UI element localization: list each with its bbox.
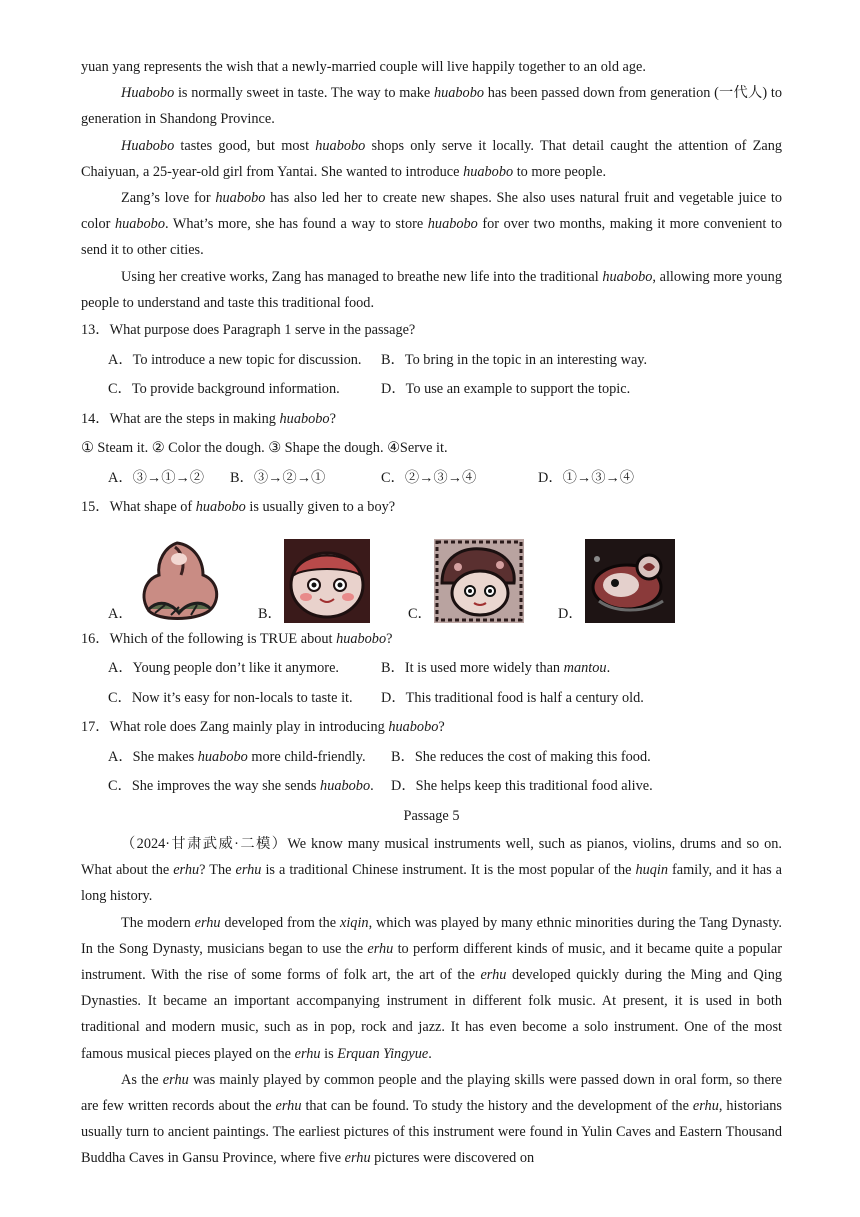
- question-16-options-row1: [81, 654, 782, 684]
- option-b[interactable]: B．To bring in the topic in an interesting way.: [381, 351, 648, 368]
- passage-5-title: Passage 5: [403, 807, 460, 824]
- question-13-options-row2: [81, 375, 782, 405]
- question-15-image-options: [81, 529, 782, 623]
- question-13-options-row1: [81, 346, 782, 376]
- question-14-options: [81, 464, 782, 494]
- paragraph: yuan yang represents the wish that a newly-married couple will live happily together to an old age.: [81, 59, 646, 75]
- document-page: [81, 54, 782, 1172]
- question-17-stem: 17．What role does Zang mainly play in introducing huabobo?: [81, 719, 445, 736]
- fish-flower-huabobo-image: [585, 539, 675, 623]
- option-a[interactable]: [108, 539, 258, 623]
- paragraph: Zang’s love for huabobo has also led her to create new shapes. She also uses natural fruit and vegetable juice to color huabobo. What’s more, she has found a way to store huabobo for over two months, making it more convenient to send it to other cities.: [81, 190, 782, 259]
- option-b[interactable]: [258, 539, 408, 623]
- option-a[interactable]: A．Young people don’t like it anymore.: [108, 660, 339, 677]
- paragraph: Huabobo tastes good, but most huabobo shops only serve it locally. That detail caught the attention of Zang Chaiyuan, a 25-year-old girl from Yantai. She wanted to introduce huabobo to more people.: [81, 137, 782, 180]
- question-16-options-row2: [81, 684, 782, 714]
- question-14-stem: 14．What are the steps in making huabobo?: [81, 410, 336, 427]
- option-b[interactable]: B．She reduces the cost of making this food.: [391, 748, 651, 765]
- option-a[interactable]: A．③→①→②: [108, 469, 205, 486]
- question-17-options-row2: [81, 772, 782, 802]
- option-d[interactable]: D．She helps keep this traditional food alive.: [391, 778, 653, 795]
- paragraph: （2024·甘肃武威·二模）We know many musical instruments well, such as pianos, violins, drums and so on. What about the erhu? The erhu is a traditional Chinese instrument. It is the most popular of the huqin family, and it has a long history.: [81, 836, 783, 905]
- paragraph: The modern erhu developed from the xiqin, which was played by many ethnic minorities during the Tang Dynasty. In the Song Dynasty, musicians began to use the erhu to perform different kinds of music, and it became quite a popular instrument. With the rise of some forms of folk art, the art of the erhu developed quickly during the Ming and Qing Dynasties. It became an important accompanying instrument in different folk music. At present, it is used in both traditional and modern music, such as in pop, rock and jazz. It has even become a solo instrument. One of the most famous musical pieces played on the erhu is Erquan Yingyue.: [81, 914, 782, 1062]
- option-c-label: C．: [408, 605, 432, 622]
- option-c[interactable]: C．Now it’s easy for non-locals to taste it.: [108, 689, 353, 706]
- option-a-label: A．: [108, 605, 133, 622]
- paragraph: Using her creative works, Zang has managed to breathe new life into the traditional huabobo, allowing more young people to understand and taste this traditional food.: [81, 268, 782, 311]
- option-d[interactable]: D．To use an example to support the topic.: [381, 381, 631, 398]
- option-b[interactable]: B．It is used more widely than mantou.: [381, 660, 611, 677]
- option-c[interactable]: C．She improves the way she sends huabobo.: [108, 778, 374, 795]
- peach-shaped-huabobo-image: [135, 539, 225, 623]
- option-c[interactable]: C．To provide background information.: [108, 381, 340, 398]
- doll-face-huabobo-image: [284, 539, 370, 623]
- option-d[interactable]: D．This traditional food is half a century old.: [381, 689, 644, 706]
- hat-doll-huabobo-image: [434, 539, 524, 623]
- option-c[interactable]: [408, 539, 558, 623]
- option-a[interactable]: A．She makes huabobo more child-friendly.: [108, 748, 366, 765]
- option-d[interactable]: D．①→③→④: [538, 469, 635, 486]
- option-a[interactable]: A．To introduce a new topic for discussion.: [108, 351, 362, 368]
- question-13-stem: 13．What purpose does Paragraph 1 serve in the passage?: [81, 322, 416, 339]
- paragraph: As the erhu was mainly played by common people and the playing skills were passed down in oral form, so there are few written records about the erhu that can be found. To study the history and the development of the erhu, historians usually turn to ancient paintings. The earliest pictures of this instrument were found in Yulin Caves and Eastern Thousand Buddha Caves in Gansu Province, where five erhu pictures were discovered on: [81, 1071, 782, 1167]
- option-d-label: D．: [558, 605, 583, 622]
- option-d[interactable]: [558, 539, 708, 623]
- option-c[interactable]: C．②→③→④: [381, 469, 477, 486]
- option-b[interactable]: B．③→②→①: [230, 469, 326, 486]
- question-14-steps: ① Steam it. ② Color the dough. ③ Shape the dough. ④Serve it.: [81, 440, 448, 457]
- question-15-stem: 15．What shape of huabobo is usually given to a boy?: [81, 499, 396, 516]
- question-17-options-row1: [81, 743, 782, 773]
- paragraph: Huabobo is normally sweet in taste. The way to make huabobo has been passed down from generation (一代人) to generation in Shandong Province.: [81, 85, 783, 128]
- option-b-label: B．: [258, 605, 282, 622]
- question-16-stem: 16．Which of the following is TRUE about huabobo?: [81, 630, 393, 647]
